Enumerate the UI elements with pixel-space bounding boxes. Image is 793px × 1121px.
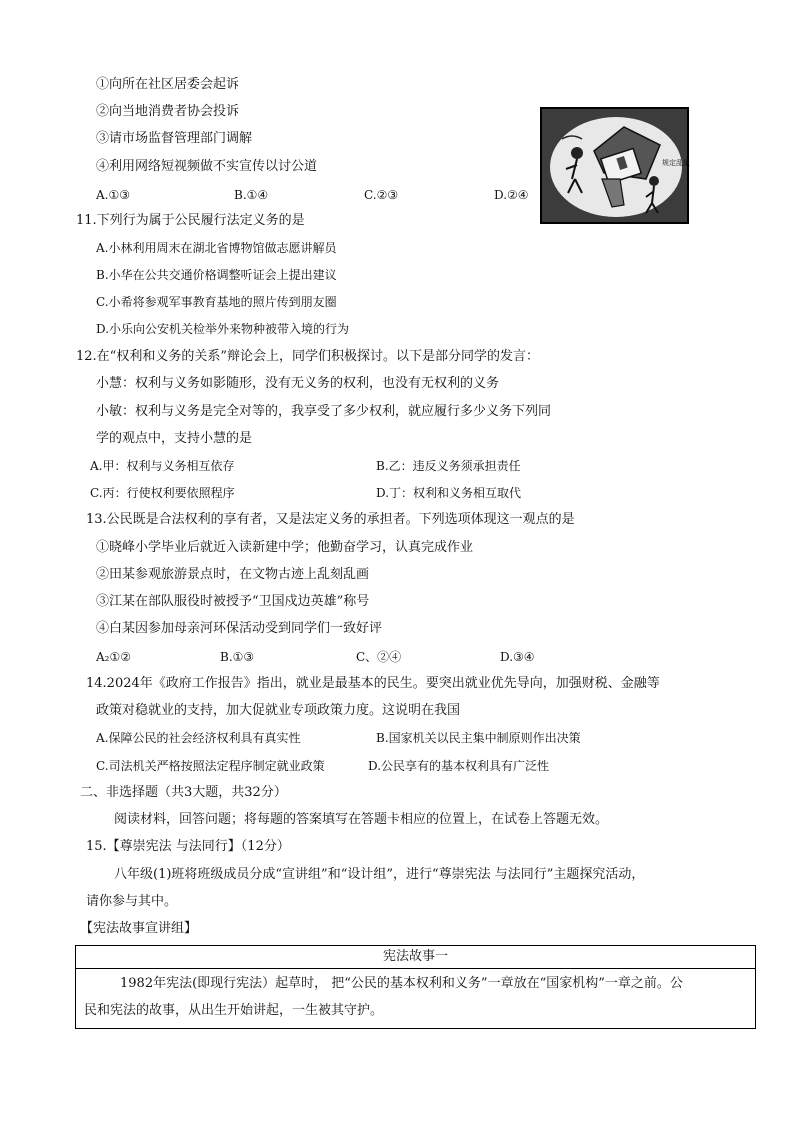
q14-stem-2: 政策对稳就业的支持，加大促就业专项政策力度。这说明在我国: [96, 703, 461, 718]
q13-choice-d: D.③④: [500, 650, 535, 664]
q10-option-1: ①向所在社区居委会起诉: [96, 77, 240, 92]
constitution-story-box: [75, 945, 756, 1029]
q10-choice-d: D.②④: [494, 188, 529, 202]
q10-choice-a: A.①③: [96, 188, 130, 202]
cartoon-drawing: [542, 109, 690, 222]
q13-stem: 13.公民既是合法权利的享有者，又是法定义务的承担者。下列选项体现这一观点的是: [86, 512, 575, 527]
figure-caption: 规定乱象: [662, 159, 690, 167]
q15-group-title: 【宪法故事宣讲组】: [80, 921, 198, 936]
q14-option-b: B.国家机关以民主集中制原则作出决策: [376, 731, 581, 745]
q14-option-d: D.公民享有的基本权利具有广泛性: [368, 759, 550, 773]
story-text-1: 1982年宪法(即现行宪法）起草时， 把“公民的基本权利和义务”一章放在“国家机构”一章之前。公: [120, 976, 683, 991]
q13-choice-a: A₂①②: [96, 650, 131, 664]
q12-stem: 12.在“权利和义务的关系”辩论会上，同学们积极探讨。以下是部分同学的发言：: [76, 349, 539, 364]
q12-line-1: 小慧：权利与义务如影随形，没有无义务的权利，也没有无权利的义务: [96, 376, 500, 391]
q14-stem-1: 14.2024年《政府工作报告》指出，就业是最基本的民生。要突出就业优先导向，加强财税、金融等: [86, 676, 660, 691]
q15-intro-1: 八年级(1)班将班级成员分成“宣讲组”和“设计组”，进行“尊崇宪法 与法同行”主题探究活动，: [114, 867, 645, 882]
story-title: 宪法故事一: [76, 946, 755, 969]
q11-option-b: B.小华在公共交通价格调整听证会上提出建议: [96, 268, 337, 282]
section-2-instruction: 阅读材料，回答问题；将每题的答案填写在答题卡相应的位置上，在试卷上答题无效。: [114, 812, 609, 827]
q13-choice-b: B.①③: [220, 650, 255, 664]
section-2-title: 二、非选择题（共3大题，共32分）: [80, 785, 287, 800]
q13-option-4: ④白某因参加母亲河环保活动受到同学们一致好评: [96, 621, 383, 636]
q13-option-3: ③江某在部队服役时被授予“卫国戍边英雄”称号: [96, 594, 370, 609]
cartoon-illustration: [540, 107, 689, 224]
q12-option-d: D.丁：权利和义务相互取代: [376, 486, 522, 500]
q13-choice-c: C、②④: [356, 650, 402, 664]
q11-option-d: D.小乐向公安机关检举外来物种被带入境的行为: [96, 322, 350, 336]
q14-option-c: C.司法机关严格按照法定程序制定就业政策: [96, 759, 325, 773]
q14-option-a: A.保障公民的社会经济权利具有真实性: [96, 731, 301, 745]
q12-option-a: A.甲：权利与义务相互依存: [90, 459, 235, 473]
q10-option-3: ③请市场监督管理部门调解: [96, 131, 253, 146]
story-text-2: 民和宪法的故事，从出生开始讲起，一生被其守护。: [84, 1003, 384, 1018]
q10-choice-c: C.②③: [364, 188, 399, 202]
q12-line-2: 小敏：权利与义务是完全对等的，我享受了多少权利，就应履行多少义务下列同: [96, 404, 552, 419]
q10-option-2: ②向当地消费者协会投诉: [96, 104, 240, 119]
q13-option-1: ①晓峰小学毕业后就近入读新建中学；他勤奋学习，认真完成作业: [96, 540, 474, 555]
q11-option-a: A.小林利用周末在湖北省博物馆做志愿讲解员: [96, 241, 337, 255]
q11-stem: 11.下列行为属于公民履行法定义务的是: [76, 213, 305, 228]
q15-intro-2: 请你参与其中。: [86, 894, 178, 909]
q10-option-4: ④利用网络短视频做不实宣传以讨公道: [96, 159, 318, 174]
q15-title: 15.【尊崇宪法 与法同行】（12分）: [86, 839, 290, 854]
q13-option-2: ②田某参观旅游景点时，在文物古迹上乱刻乱画: [96, 567, 370, 582]
q12-line-3: 学的观点中，支持小慧的是: [96, 431, 253, 446]
q12-option-b: B.乙：违反义务须承担责任: [376, 459, 521, 473]
q10-choice-b: B.①④: [234, 188, 269, 202]
q12-option-c: C.丙：行使权利要依照程序: [90, 486, 235, 500]
q11-option-c: C.小希将参观军事教育基地的照片传到朋友圈: [96, 295, 337, 309]
